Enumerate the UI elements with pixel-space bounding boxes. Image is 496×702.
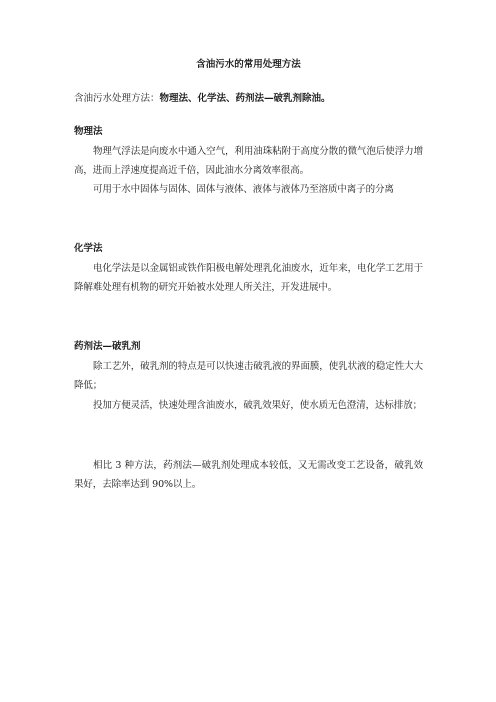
document-title: 含油污水的常用处理方法: [196, 59, 301, 70]
section-heading-demulsifier: 药剂法—破乳剂: [74, 341, 141, 352]
intro-methods: 物理法、化学法、药剂法—破乳剂除油。: [159, 93, 331, 104]
section-heading-chemical: 化学法: [74, 243, 103, 254]
section-heading-physical: 物理法: [74, 126, 103, 137]
demulsifier-paragraph-2: 投加方便灵活，快速处理含油废水，破乳效果好，使水质无色澄清，达标排放；: [93, 400, 423, 411]
intro-line: [74, 93, 423, 105]
conclusion-paragraph: 相比 3 种方法，药剂法—破乳剂处理成本较低，又无需改变工艺设备，破乳效果好，去除率达到 90%以上。: [74, 460, 423, 490]
physical-paragraph-2: 可用于水中固体与固体、固体与液体、液体与液体乃至溶质中离子的分离: [93, 184, 394, 195]
demulsifier-paragraph-1: 除工艺外，破乳剂的特点是可以快速击破乳液的界面膜，使乳状液的稳定性大大降低；: [74, 361, 423, 391]
chemical-paragraph-1: 电化学法是以金属铝或铁作阳极电解处理乳化油废水，近年来，电化学工艺用于降解难处理有机物的研究开始被水处理人所关注，开发进展中。: [74, 263, 423, 293]
intro-label: 含油污水处理方法：: [74, 93, 160, 104]
physical-paragraph-1: 物理气浮法是向废水中通入空气，利用油珠粘附于高度分散的微气泡后使浮力增高，进而上浮速度提高近千倍，因此油水分离效率很高。: [74, 146, 423, 176]
